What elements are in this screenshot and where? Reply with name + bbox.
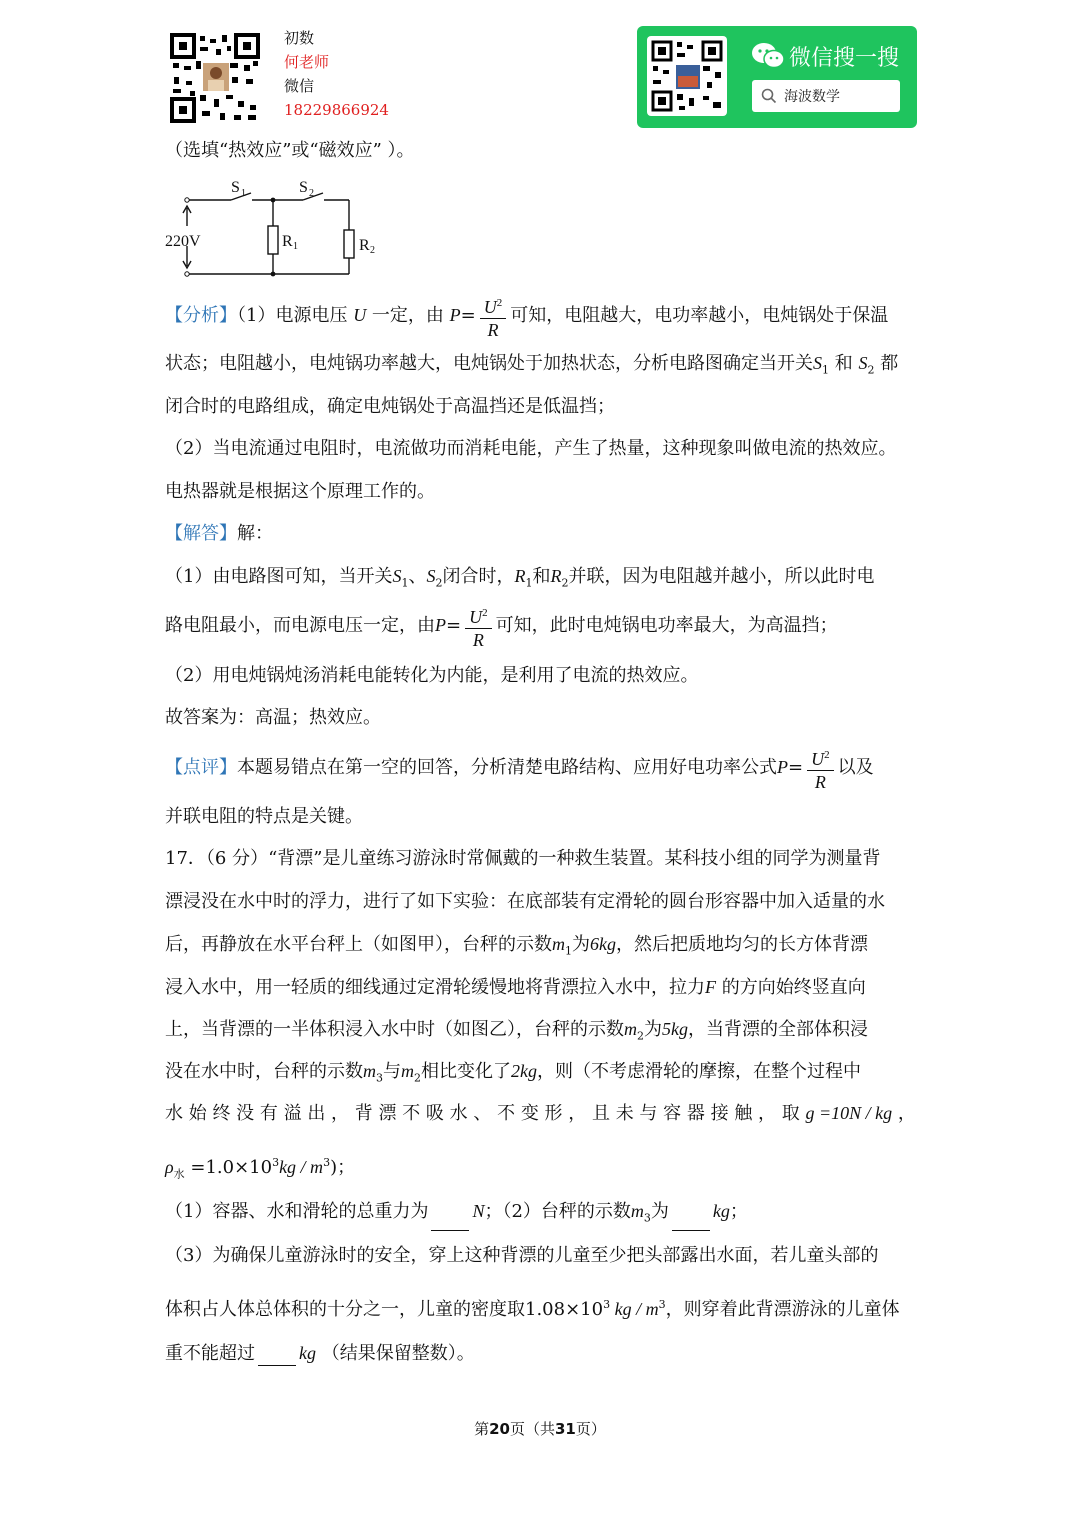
answer-line-2: 路电阻最小，而电源电压一定，由P= $\frac{U^2}{R}$ 可知，此时电炖锅电功率最大，为高温挡； [165,601,838,651]
page-total: 31 [555,1420,576,1438]
switch-s2-sub: 2 [309,188,314,199]
circuit-diagram [163,172,393,284]
teacher-name: 何老师 [284,53,330,71]
q17-line-1: 17．（6 分）“背漂”是儿童练习游泳时常佩戴的一种救生装置。某科技小组的同学为测量背 [165,848,881,869]
analysis-line-3: 闭合时的电路组成，确定电炖锅处于高温挡还是低温挡； [165,396,615,417]
comment-tag: 【点评】 [165,757,237,778]
q17-line-3: 后，再静放在水平台秤上（如图甲），台秤的示数$m_1$为6kg，然后把质地均匀的长方体背漂 [165,934,868,958]
q17-line-6: 没在水中时，台秤的示数$m_3$与$m_2$相比变化了2kg，则（不考虑滑轮的摩擦，在整个过程中 [165,1061,861,1085]
q17-part-3-line-2: 体积占人体总体积的十分之一，儿童的密度取$1.08\times 10^3$ kg / $m^3$，则穿着此背漂游泳的儿童体 [165,1298,900,1320]
switch-s1-sub: 1 [241,188,246,199]
analysis-line-2: 状态；电阻越小，电炖锅功率越大，电炖锅处于加热状态，分析电路图确定当开关$S_1$ 和 $S_2$ 都 [165,353,899,377]
q17-line-2: 漂浸没在水中时的浮力，进行了如下实验：在底部装有定滑轮的圆台形容器中加入适量的水 [165,891,885,912]
answer-head: 【解答】解： [165,523,273,544]
q17-line-8: $\rho_水 =1.0\times 10^3kg / m^3$)； [165,1156,356,1181]
q17-line-7: 水 始 终 没 有 溢 出 ， 背 漂 不 吸 水 、 不 变 形 ， 且 未 与 容 器 接 触 ， 取 g =10N / kg ， [165,1103,916,1124]
switch-s1-label: S [231,179,240,196]
q17-line-5: 上，当背漂的一半体积浸入水中时（如图乙），台秤的示数$m_2$为5kg，当背漂的全部体积浸 [165,1019,868,1043]
answer-line-1: （1）由电路图可知，当开关$S_1$、$S_2$闭合时，$R_1$和$R_2$并联，因为电阻越并越小，所以此时电 [165,566,875,590]
wechat-logo-icon [751,42,785,70]
answer-blank-2[interactable] [672,1212,710,1231]
power-formula: $\frac{U^2}{R}$ [480,292,507,341]
wechat-search-box[interactable] [752,80,900,112]
q17-part-3-line-1: （3）为确保儿童游泳时的安全，穿上这种背漂的儿童至少把头部露出水面，若儿童头部的 [165,1245,879,1266]
qr-code-image [170,33,260,123]
wechat-search-query: 海波数学 [784,89,840,105]
q17-part-1-2: （1）容器、水和滑轮的总重力为 N；（2）台秤的示数$m_3$为 kg； [165,1199,748,1231]
wechat-search-title: 微信搜一搜 [789,46,900,71]
resistor-r1-label: R [282,233,293,250]
analysis-line-5: 电热器就是根据这个原理工作的。 [165,481,435,502]
resistor-r2-label: R [359,237,370,254]
switch-s2-label: S [299,179,308,196]
resistor-r2-sub: 2 [370,245,375,256]
answer-line-3: （2）用电炖锅炖汤消耗电能转化为内能，是利用了电流的热效应。 [165,665,699,686]
answer-tag: 【解答】 [165,523,237,544]
page-number: 20 [489,1420,510,1438]
q17-line-4: 浸入水中，用一轻质的细线通过定滑轮缓慢地将背漂拉入水中，拉力F 的方向始终竖直向 [165,977,866,998]
wechat-search-banner[interactable] [637,26,917,128]
power-formula: $\frac{U^2}{R}$ [465,602,492,651]
analysis-line-1: 【分析】（1）电源电压 U 一定，由 P= $\frac{U^2}{R}$ 可知，电阻越大，电功率越小，电炖锅处于保温 [165,291,888,341]
analysis-tag: 【分析】 [165,305,237,326]
analysis-line-4: （2）当电流通过电阻时，电流做功而消耗电能，产生了热量，这种现象叫做电流的热效应。 [165,438,897,459]
header-line-3: 微信 [284,77,315,95]
intro-text: （选填“热效应”或“磁效应” ）。 [165,140,415,161]
answer-blank-3[interactable] [258,1347,296,1366]
comment-line-1: 【点评】本题易错点在第一空的回答，分析清楚电路结构、应用好电功率公式P= $\frac{U^2}{R}$ 以及 [165,743,874,793]
header-line-1: 初数 [284,29,315,47]
answer-blank-1[interactable] [431,1212,469,1231]
voltage-label: 220V [165,233,201,250]
power-formula: $\frac{U^2}{R}$ [807,744,834,793]
comment-line-2: 并联电阻的特点是关键。 [165,806,363,827]
phone-number: 18229866924 [284,101,389,119]
page-footer: 第20页（共31页） [474,1420,606,1438]
resistor-r1-sub: 1 [293,241,298,252]
wechat-qr-code [647,36,727,116]
answer-line-4: 故答案为：高温；热效应。 [165,707,381,728]
q17-part-3-line-3: 重不能超过 kg （结果保留整数）。 [165,1343,475,1364]
search-icon [761,88,777,104]
